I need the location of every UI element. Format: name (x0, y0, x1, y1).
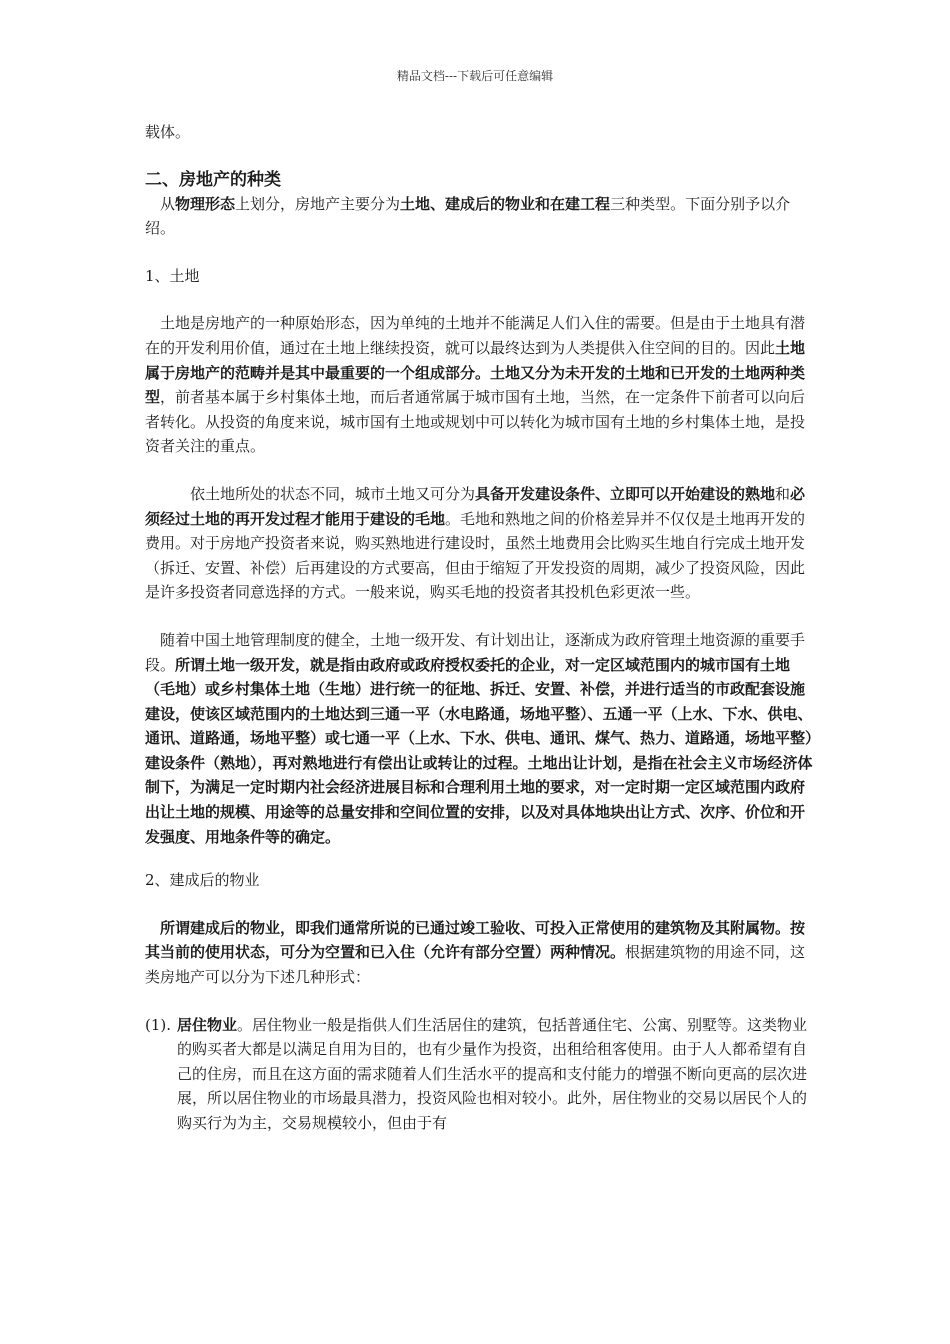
text-run: 土地是房地产的一种原始形态，因为单纯的土地并不能满足人们入住的需要。但是由于土地具有潜在的开发利用价值，通过在土地上继续投资，就可以最终达到为人类提供入住空间的目的。因此 (145, 314, 806, 357)
list-item-residential (145, 1013, 817, 1136)
text-run: ，前者基本属于乡村集体土地，而后者通常属于城市国有土地，当然，在一定条件下前者可以向后者转化。从投资的角度来说，城市国有土地或规划中可以转化为城市国有土地的乡村集体土地，是投资者关注的重点。 (145, 388, 806, 456)
text-run: 根据建筑物的用途不同，这类房地产可以分为下述几种形式： (145, 943, 806, 987)
text-run: 三种类型。下面分别予以介绍。 (145, 194, 791, 238)
land-paragraph-2 (145, 482, 817, 605)
text-run: 依土地所处的状态不同，城市土地又可分为 (190, 484, 476, 503)
text-run: 。居住物业一般是指供人们生活居住的建筑，包括普通住宅、公寓、别墅等。这类物业的购买者大都是以满足自用为目的，也有少量作为投资，出租给租客使用。由于人人都希望有自己的住房，而且在这方面的需求随着人们生活水平的提高和支付能力的增强不断向更高的层次进展，所以居住物业的市场最具潜力，投资风险也相对较小。此外，居住物业的交易以居民个人的购买行为为主，交易规模较小，但由于有 (177, 1015, 808, 1132)
list-item-number: (1). (145, 1015, 172, 1034)
bold-text-run: 土地、建成后的物业和在建工程 (400, 194, 611, 213)
section-title: 二、房地产的种类 (145, 169, 281, 190)
section-intro (145, 192, 817, 241)
property-paragraph-1 (145, 916, 817, 990)
bold-text-run: 物理形态 (175, 194, 236, 213)
paragraph-carrier: 载体。 (145, 123, 191, 141)
text-run: 从 (160, 194, 176, 213)
bold-text-run: 所谓土地一级开发，就是指由政府或政府授权委托的企业，对一定区域范围内的城市国有土地（毛地）或乡村集体土地（生地）进行统一的征地、拆迁、安置、补偿，并进行适当的市政配套设施建设，使该区域范围内的土地达到三通一平（水电路通，场地平整）、五通一平（上水、下水、供电、通讯、道路通，场地平整）或七通一平（上水、下水、供电、通讯、煤气、热力、道路通，场地平整）建设条件（熟地），再对熟地进行有偿出让或转让的过程。土地出让计划，是指在社会主义市场经济体制下，为满足一定时期内社会经济进展目标和合理利用土地的要求，对一定时期一定区域范围内政府出让土地的规模、用途等的总量安排和空间位置的安排，以及对具体地块出让方式、次序、价位和开发强度、用地条件等的确定。 (145, 655, 813, 846)
land-paragraph-3 (145, 628, 817, 849)
land-paragraph-1 (145, 311, 817, 459)
text-run: 上划分，房地产主要分为 (235, 194, 401, 213)
page-header: 精品文档---下载后可任意编辑 (396, 69, 554, 83)
list-item-text (177, 1013, 817, 1136)
text-run: 和 (775, 484, 791, 503)
bold-text-run: 必须经过土地的再开发过程才能用于建设的毛地 (145, 484, 806, 528)
bold-text-run: 居住物业 (177, 1015, 238, 1034)
bold-text-run: 土地属于房地产的范畴并是其中最重要的一个组成部分。土地又分为未开发的土地和已开发的土地两种类型 (145, 338, 806, 407)
bold-text-run: 具备开发建设条件、立即可以开始建设的熟地 (475, 484, 776, 503)
land-heading: 1、土地 (145, 266, 200, 285)
text-run: 随着中国土地管理制度的健全，土地一级开发、有计划出让，逐渐成为政府管理土地资源的重要手段。 (145, 630, 806, 674)
property-heading: 2、建成后的物业 (145, 871, 260, 890)
document-body (145, 120, 817, 1136)
bold-text-run: 所谓建成后的物业，即我们通常所说的已通过竣工验收、可投入正常使用的建筑物及其附属物。按其当前的使用状态，可分为空置和已入住（允许有部分空置）两种情况。 (145, 918, 806, 962)
text-run: 。毛地和熟地之间的价格差异并不仅仅是土地再开发的费用。对于房地产投资者来说，购买熟地进行建设时，虽然土地费用会比购买生地自行完成土地开发（拆迁、安置、补偿）后再建设的方式要高，但由于缩短了开发投资的周期，减少了投资风险，因此是许多投资者同意选择的方式。一般来说，购买毛地的投资者其投机色彩更浓一些。 (145, 509, 806, 602)
